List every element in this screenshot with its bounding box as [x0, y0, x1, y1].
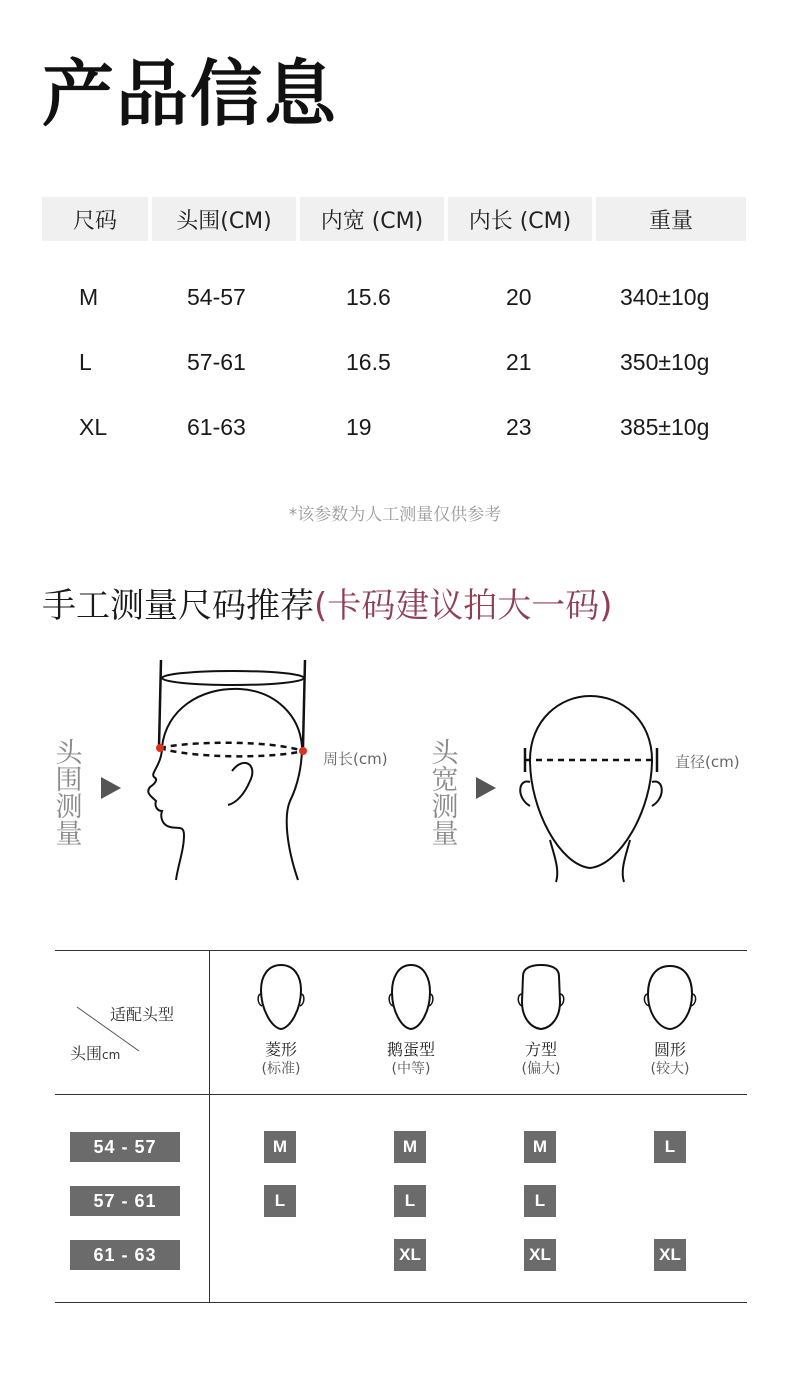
head-width-label — [430, 740, 460, 848]
size-badge: L — [394, 1185, 426, 1217]
section-title-main: 手工测量尺码推荐 — [42, 586, 314, 626]
label-char: 量 — [55, 819, 83, 850]
circumference-caption: 周长(cm) — [323, 750, 388, 768]
size-badge: XL — [654, 1239, 686, 1271]
label-char: 围 — [55, 765, 83, 796]
shape-sub: (中等) — [391, 1061, 431, 1077]
label-char: 头 — [431, 738, 459, 769]
shape-name: 菱形 — [264, 1040, 297, 1059]
header-size: 尺码 — [42, 197, 148, 241]
head-shape-oval — [356, 962, 466, 1078]
size-badge: M — [264, 1131, 296, 1163]
cell-head: 54-57 — [187, 283, 246, 310]
diamond-head-icon — [256, 962, 306, 1032]
cell-size: L — [79, 348, 92, 375]
shape-sub: (标准) — [261, 1061, 301, 1077]
cell-width: 16.5 — [346, 348, 391, 375]
label-char: 测 — [55, 792, 83, 823]
head-shape-square — [486, 962, 596, 1078]
range-badge: 57 - 61 — [70, 1186, 180, 1216]
size-badge: L — [264, 1185, 296, 1217]
square-head-icon — [513, 962, 569, 1032]
size-badge: XL — [524, 1239, 556, 1271]
cell-weight: 340±10g — [620, 283, 710, 310]
cell-size: XL — [79, 413, 108, 440]
arrow-right-icon — [101, 777, 121, 799]
cell-head: 61-63 — [187, 413, 246, 440]
cell-width: 15.6 — [346, 283, 391, 310]
label-char: 测 — [431, 792, 459, 823]
spec-table-header — [42, 197, 746, 241]
section-title-accent: (卡码建议拍大一码) — [314, 586, 613, 626]
shape-name: 鹅蛋型 — [386, 1040, 435, 1059]
shape-name: 方型 — [524, 1040, 557, 1059]
cell-width: 19 — [346, 413, 372, 440]
corner-head-circumference-label — [70, 1041, 120, 1064]
oval-head-icon — [386, 962, 436, 1032]
table-column-rule — [209, 950, 210, 1303]
arrow-right-icon — [476, 777, 496, 799]
header-inner-width: 内宽 (CM) — [300, 197, 444, 241]
size-badge: M — [524, 1131, 556, 1163]
size-badge: M — [394, 1131, 426, 1163]
front-head-icon — [510, 690, 670, 885]
measurement-note: *该参数为人工测量仅供参考 — [288, 505, 502, 525]
corner-head-shape-label: 适配头型 — [110, 1005, 175, 1024]
shape-sub: (较大) — [650, 1061, 690, 1077]
page-title: 产品信息 — [42, 52, 339, 136]
cell-length: 21 — [506, 348, 532, 375]
head-shape-diamond — [226, 962, 336, 1078]
section-title — [42, 578, 613, 627]
spec-row — [0, 277, 790, 317]
shape-name: 圆形 — [653, 1040, 686, 1059]
corner-unit: cm — [102, 1048, 121, 1062]
header-weight: 重量 — [596, 197, 746, 241]
head-shape-round — [615, 962, 725, 1078]
range-badge: 61 - 63 — [70, 1240, 180, 1270]
label-char: 头 — [55, 738, 83, 769]
cell-weight: 385±10g — [620, 413, 710, 440]
cell-length: 23 — [506, 413, 532, 440]
range-badge: 54 - 57 — [70, 1132, 180, 1162]
size-badge: L — [524, 1185, 556, 1217]
side-head-profile-icon — [140, 655, 320, 885]
cell-weight: 350±10g — [620, 348, 710, 375]
label-char: 量 — [431, 819, 459, 850]
table-header-rule — [55, 1094, 747, 1095]
size-badge: L — [654, 1131, 686, 1163]
header-inner-length: 内长 (CM) — [448, 197, 592, 241]
spec-row — [0, 342, 790, 382]
diameter-caption: 直径(cm) — [675, 753, 740, 771]
cell-length: 20 — [506, 283, 532, 310]
table-top-rule — [55, 950, 747, 951]
size-badge: XL — [394, 1239, 426, 1271]
table-bottom-rule — [55, 1302, 747, 1303]
head-circumference-label — [54, 740, 84, 848]
cell-head: 57-61 — [187, 348, 246, 375]
shape-sub: (偏大) — [521, 1061, 561, 1077]
spec-row — [0, 407, 790, 447]
corner-bottom-text: 头围 — [70, 1044, 103, 1063]
cell-size: M — [79, 283, 99, 310]
round-head-icon — [641, 962, 699, 1032]
label-char: 宽 — [431, 765, 459, 796]
header-head-circumference: 头围(CM) — [152, 197, 296, 241]
